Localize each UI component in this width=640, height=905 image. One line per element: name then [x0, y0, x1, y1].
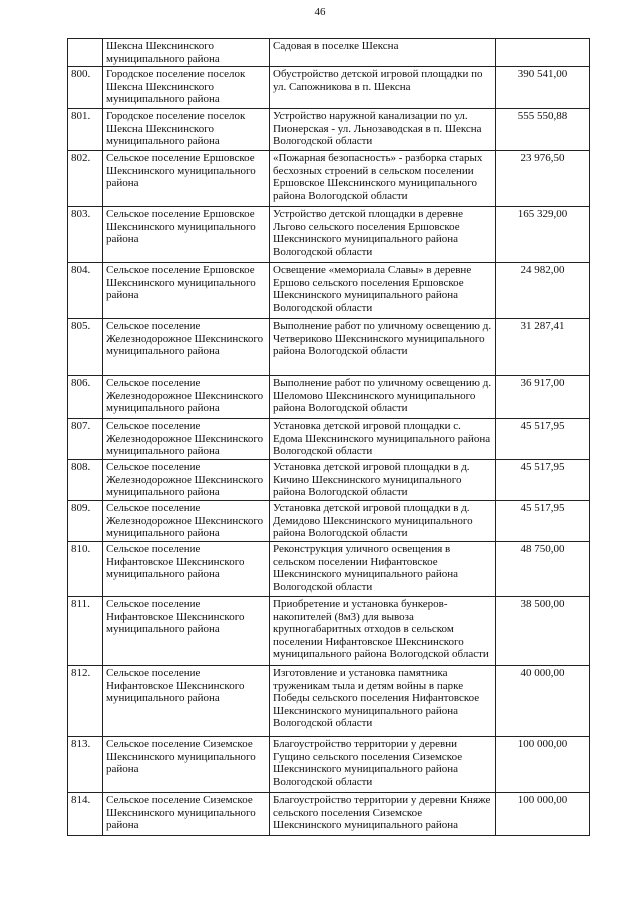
amount-value: 23 976,50 — [496, 151, 590, 207]
row-number: 802. — [68, 151, 103, 207]
municipality-name: Сельское поселение Железнодорожное Шекснинского муниципального района — [103, 319, 270, 376]
amount-value: 165 329,00 — [496, 207, 590, 263]
municipality-name: Сельское поселение Железнодорожное Шекснинского муниципального района — [103, 501, 270, 542]
table-row — [68, 542, 590, 597]
project-description: Установка детской игровой площадки с. Едома Шекснинского муниципального района Вологодской области — [270, 419, 496, 460]
project-description: Освещение «мемориала Славы» в деревне Ершово сельского поселения Ершовское Шекснинского муниципального района Вологодской области — [270, 263, 496, 319]
municipality-name: Сельское поселение Железнодорожное Шекснинского муниципального района — [103, 419, 270, 460]
row-number: 804. — [68, 263, 103, 319]
amount-value: 24 982,00 — [496, 263, 590, 319]
table-row — [68, 263, 590, 319]
amount-value: 45 517,95 — [496, 501, 590, 542]
table-row — [68, 793, 590, 836]
amount-value: 390 541,00 — [496, 67, 590, 109]
municipality-name: Сельское поселение Ершовское Шекснинского муниципального района — [103, 263, 270, 319]
amount-value: 100 000,00 — [496, 793, 590, 836]
funding-table — [67, 38, 590, 836]
table-row — [68, 39, 590, 67]
row-number: 803. — [68, 207, 103, 263]
amount-value: 48 750,00 — [496, 542, 590, 597]
municipality-name: Сельское поселение Ершовское Шекснинского муниципального района — [103, 207, 270, 263]
row-number: 810. — [68, 542, 103, 597]
table-row — [68, 419, 590, 460]
amount-value: 45 517,95 — [496, 419, 590, 460]
page-number: 46 — [314, 6, 326, 18]
amount-value: 36 917,00 — [496, 376, 590, 419]
project-description: Садовая в поселке Шексна — [270, 39, 496, 67]
row-number: 811. — [68, 597, 103, 666]
project-description: Приобретение и установка бункеров-накопителей (8м3) для вывоза крупногабаритных отходов в сельском поселении Нифантовское Шекснинского муниципального района Вологодской области — [270, 597, 496, 666]
municipality-name: Сельское поселение Нифантовское Шекснинского муниципального района — [103, 666, 270, 737]
project-description: Установка детской игровой площадки в д. Демидово Шекснинского муниципального района Вологодской области — [270, 501, 496, 542]
table-row — [68, 460, 590, 501]
municipality-name: Шексна Шекснинского муниципального района — [103, 39, 270, 67]
row-number: 808. — [68, 460, 103, 501]
table-row — [68, 151, 590, 207]
project-description: Установка детской игровой площадки в д. Кичино Шекснинского муниципального района Вологодской области — [270, 460, 496, 501]
table-row — [68, 376, 590, 419]
amount-value: 45 517,95 — [496, 460, 590, 501]
municipality-name: Сельское поселение Нифантовское Шекснинского муниципального района — [103, 597, 270, 666]
row-number: 812. — [68, 666, 103, 737]
table-row — [68, 109, 590, 151]
project-description: Изготовление и установка памятника труженикам тыла и детям войны в парке Победы сельского поселения Нифантовское Шекснинского муниципального района Вологодской области — [270, 666, 496, 737]
municipality-name: Сельское поселение Ершовское Шекснинского муниципального района — [103, 151, 270, 207]
municipality-name: Сельское поселение Сиземское Шекснинского муниципального района — [103, 793, 270, 836]
amount-value — [496, 39, 590, 67]
table-body — [68, 39, 590, 836]
municipality-name: Городское поселение поселок Шексна Шекснинского муниципального района — [103, 67, 270, 109]
row-number: 809. — [68, 501, 103, 542]
project-description: Благоустройство территории у деревни Гущино сельского поселения Сиземское Шекснинского муниципального района Вологодской области — [270, 737, 496, 793]
municipality-name: Сельское поселение Железнодорожное Шекснинского муниципального района — [103, 460, 270, 501]
row-number: 813. — [68, 737, 103, 793]
row-number: 814. — [68, 793, 103, 836]
row-number: 801. — [68, 109, 103, 151]
table-row — [68, 666, 590, 737]
municipality-name: Городское поселение поселок Шексна Шекснинского муниципального района — [103, 109, 270, 151]
project-description: «Пожарная безопасность» - разборка старых бесхозных строений в сельском поселении Ершовское Шекснинского муниципального района Вологодской области — [270, 151, 496, 207]
amount-value: 31 287,41 — [496, 319, 590, 376]
amount-value: 40 000,00 — [496, 666, 590, 737]
amount-value: 555 550,88 — [496, 109, 590, 151]
municipality-name: Сельское поселение Нифантовское Шекснинского муниципального района — [103, 542, 270, 597]
amount-value: 38 500,00 — [496, 597, 590, 666]
table-row — [68, 737, 590, 793]
amount-value: 100 000,00 — [496, 737, 590, 793]
table-row — [68, 319, 590, 376]
project-description: Устройство детской площадки в деревне Льгово сельского поселения Ершовское Шекснинского муниципального района Вологодской области — [270, 207, 496, 263]
table-row — [68, 597, 590, 666]
project-description: Благоустройство территории у деревни Княже сельского поселения Сиземское Шекснинского муниципального района — [270, 793, 496, 836]
row-number: 807. — [68, 419, 103, 460]
row-number: 800. — [68, 67, 103, 109]
row-number — [68, 39, 103, 67]
project-description: Выполнение работ по уличному освещению д. Шеломово Шекснинского муниципального района Вологодской области — [270, 376, 496, 419]
project-description: Выполнение работ по уличному освещению д. Четвериково Шекснинского муниципального района Вологодской области — [270, 319, 496, 376]
municipality-name: Сельское поселение Железнодорожное Шекснинского муниципального района — [103, 376, 270, 419]
row-number: 806. — [68, 376, 103, 419]
project-description: Реконструкция уличного освещения в сельском поселении Нифантовское Шекснинского муниципального района Вологодской области — [270, 542, 496, 597]
row-number: 805. — [68, 319, 103, 376]
table-row — [68, 67, 590, 109]
table-row — [68, 501, 590, 542]
municipality-name: Сельское поселение Сиземское Шекснинского муниципального района — [103, 737, 270, 793]
project-description: Устройство наружной канализации по ул. Пионерская - ул. Льнозаводская в п. Шексна Вологодской области — [270, 109, 496, 151]
table-row — [68, 207, 590, 263]
project-description: Обустройство детской игровой площадки по ул. Сапожникова в п. Шексна — [270, 67, 496, 109]
